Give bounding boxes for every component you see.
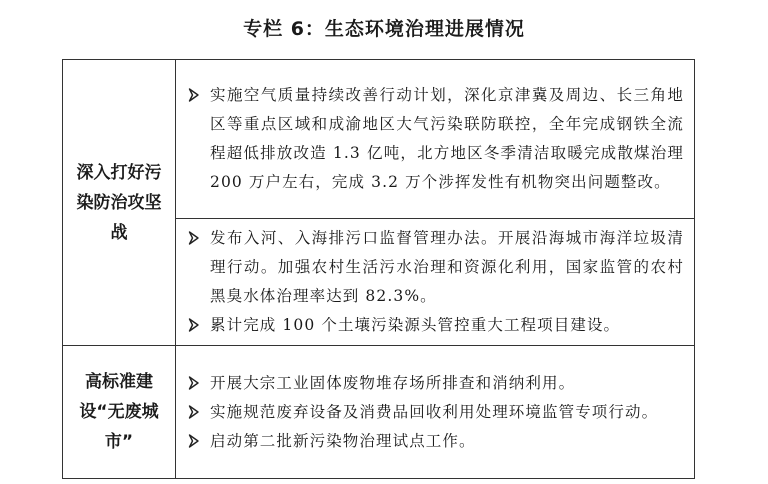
table-row xyxy=(63,60,695,219)
list-item xyxy=(186,311,684,340)
list-item xyxy=(186,427,684,456)
section-label: 高标准建设“无废城市” xyxy=(79,372,159,452)
page-title: 专栏 6：生态环境治理进展情况 xyxy=(243,18,525,40)
progress-table xyxy=(62,59,695,479)
item-text: 发布入河、入海排污口监督管理办法。开展沿海城市海洋垃圾清理行动。加强农村生活污水治理和资源化利用，国家监管的农村黑臭水体治理率达到 82.3%。 xyxy=(210,229,684,305)
item-text: 实施空气质量持续改善行动计划，深化京津冀及周边、长三角地区等重点区域和成渝地区大气污染联防联控，全年完成钢铁全流程超低排放改造 1.3 亿吨，北方地区冬季清洁取暖完成散煤治理 200 万户左右，完成 3.2 万个涉挥发性有机物突出问题整改。 xyxy=(210,86,684,191)
hollow-arrow-bullet-icon xyxy=(186,224,210,253)
hollow-arrow-bullet-icon xyxy=(186,311,210,340)
list-item xyxy=(186,81,684,197)
content-cell xyxy=(176,219,695,346)
item-text: 启动第二批新污染物治理试点工作。 xyxy=(210,431,476,450)
section-label: 深入打好污染防治攻坚战 xyxy=(76,162,162,243)
list-item xyxy=(186,369,684,398)
hollow-arrow-bullet-icon xyxy=(186,369,210,398)
hollow-arrow-bullet-icon xyxy=(186,81,210,110)
hollow-arrow-bullet-icon xyxy=(186,427,210,456)
list-item xyxy=(186,398,684,427)
table-row xyxy=(63,346,695,479)
section-label-cell xyxy=(63,60,176,346)
hollow-arrow-bullet-icon xyxy=(186,398,210,427)
section-label-cell xyxy=(63,346,176,479)
item-text: 实施规范废弃设备及消费品回收利用处理环境监管专项行动。 xyxy=(210,402,659,421)
content-cell xyxy=(176,60,695,219)
list-item xyxy=(186,224,684,311)
item-text: 累计完成 100 个土壤污染源头管控重大工程项目建设。 xyxy=(210,316,621,334)
item-text: 开展大宗工业固体废物堆存场所排查和消纳利用。 xyxy=(210,373,576,392)
content-cell xyxy=(176,346,695,479)
